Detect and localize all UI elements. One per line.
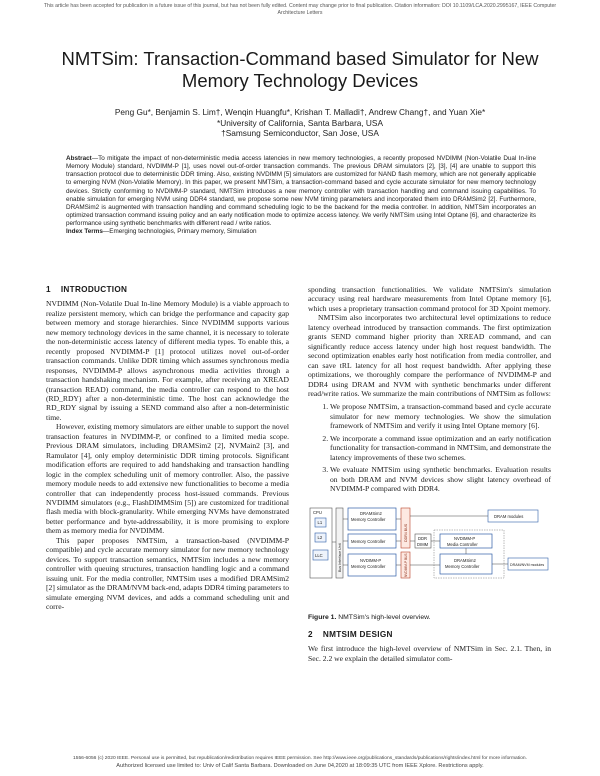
dram-modules-label: DRAM modules <box>494 513 524 519</box>
l2-label: L2 <box>317 534 323 540</box>
copyright-footer: 1556-6056 (c) 2020 IEEE. Personal use is permitted, but republication/redistribution requires IEEE permission. See http://www.ieee.org/publications_standards/publications/rights/index.html for more information. <box>73 756 527 761</box>
title-line2: Memory Technology Devices <box>181 70 419 91</box>
design-paragraph-1: We first introduce the high-level overview of NMTSim in Sec. 2.1. Then, in Sec. 2.2 we explain the detailed simulator com- <box>308 644 551 663</box>
author-names: Peng Gu*, Benjamin S. Lim†, Wenqin Huangfu*, Krishan T. Malladi†, Andrew Chang†, and Yuan Xie* <box>114 107 486 117</box>
intro-paragraph-2: However, existing memory simulators are either unable to support the novel transaction features in NVDIMM-P, or confined to a limited media scope. Previous DRAM simulators, including DRAMSim2 [2], NVMain2 [3], and Ramulator [4], only employ deterministic DDR timing protocols. Significant modification efforts are required to add handshaking and transaction handling logic in the complex scheduling unit of memory controller. Also, the passive memory module needs to add extensive new functionalities to become a media controller that can independently process host-issued commands. Previous NVDIMM simulators (e.g., FlashDIMMSim [5]) are customized for traditional flash media with block-granularity. While emerging NVMs have demonstrated better performance and byte-addressability, it is more promising to explore them as memory media for NVDIMM. <box>46 422 289 536</box>
intro-paragraph-1: NVDIMM (Non-Volatile Dual In-line Memory Module) is a viable approach to realize persistent memory, which can bridge the performance and capacity gap between memory and storage hierarchies. Since NVDIMM supports various new memory technology devices in the same channel, it is necessary to tolerate the non-deterministic access latency of different media types. To enable this, a recently proposed NVDIMM-P [1] protocol utilizes novel out-of-order transaction commands. Unlike DDR timing which assumes synchronous media responses, NVDIMM-P allows asynchronous media activities through a transaction handshaking mechanism. For example, after receiving an XREAD (transaction READ) command, the media controller can respond to the host (RD_RDY) after a non-deterministic time. The host can acknowledge the RD_RDY signal by issuing a SEND command also after a non-deterministic time. <box>46 299 289 422</box>
contribution-item: 1. We propose NMTSim, a transaction-command based and cycle accurate simulator for new memory technologies. We show the simulation framework of NMTSim and verify it using Intel Optane memory [6]. <box>330 402 551 430</box>
intro-paragraph-3: This paper proposes NMTSim, a transaction-based (NVDIMM-P compatible) and cycle accurate memory simulator for new memory technology devices. To support transaction semantics, NMTSim includes a new memory controller with queuing structures, transaction handling logic and a command issuing unit. For the media controller, NMTSim uses a modified DRAMSim2 [2] simulator as the DRAM/NVM back-end, adapts DDR4 timing parameters to simulate emerging NVM devices, and adds a command scheduling unit and corre- <box>46 535 289 611</box>
ddr4-bus-label: DDR4 BUS <box>404 523 408 542</box>
title-line1: NMTSim: Transaction-Command based Simulator for New <box>61 48 539 69</box>
figure-1-caption: Figure 1. NMTSim's high-level overview. <box>308 613 431 621</box>
llc-label: LLC <box>315 552 323 558</box>
intro-paragraph-5: NMTSim also incorporates two architectural level optimizations to reduce latency overhead introduced by transaction commands. The first optimization grants SEND command higher priority than XREAD command, and can significantly reduce access latency under high host request bandwidth. The second optimization enables early host notification from media controller, and can save tRL latency for all host request bandwidth. After applying these optimizations, we thoroughly compare the performance of NVDIMM-P and DDR4 using DRAM and NVM with synthetic benchmarks under different read/write ratios. We summarize the main contributions of NMTSim as follows: <box>308 313 551 398</box>
left-column <box>46 285 289 611</box>
contributions-list <box>308 402 551 493</box>
dramsim2-sub: Memory Controller <box>351 516 386 522</box>
abstract-label: Abstract <box>66 155 92 162</box>
section2-title: NMTSIM DESIGN <box>322 629 393 639</box>
section1-title: INTRODUCTION <box>60 285 128 294</box>
contribution-item: 2. We incorporate a command issue optimization and an early notification functionality for transaction-command in NMTSim, and demonstrate the latency improvements of these two schemes. <box>330 434 551 462</box>
right-column <box>308 285 551 663</box>
journal-banner-line2: Architecture Letters <box>277 10 323 16</box>
abstract-text: —To mitigate the impact of non-deterministic media access latencies in new memory technologies, a recently proposed NVDIMM (Non-Volatile Dual In-line Memory Module) standard, NVDIMM-P [1], uses novel out-of-order transaction commands. The previous DRAM simulators [2], [3], [4] are unable to support this transaction protocol due to deterministic DDR timing. Also, existing NVDIMM [5] simulators are customized for NAND flash memory, which are not generally applicable to emerging NVM (Non-Volatile Memory). In this paper, we present NMTSim, a transaction-command based and cycle accurate simulator for new memory technology devices. Strictly conforming to NVDIMM-P standard, NMTSim introduces a new memory controller with transaction handling and command issuing capabilities. To enable simulation for emerging NVM using DDR4 standard, we propose some new NVM timing parameters and incorporated them into DRAMSim2 [2]. Furthermore, DRAMSim2 is augmented with transaction handling and command scheduling logic to be the backend for the media controller. In addition, NMTSim incorporates an optimized transaction command issuing policy and an early notification mode to optimize access latency. We verify NMTSim using Intel Optane [6], and characterize its performance using synthetic benchmarks with different read / write ratios. <box>66 155 536 228</box>
affiliation-samsung: †Samsung Semiconductor, San Jose, USA <box>221 128 379 138</box>
section2-heading: 2 NMTSIM DESIGN <box>308 629 393 639</box>
media-controller-sub: Media Controller <box>447 541 478 547</box>
dimm-label: DIMM <box>417 541 429 547</box>
memory-controller-label: Memory Controller <box>351 538 386 544</box>
dramsim2-bottom-title: DRAMSim2 <box>454 557 476 563</box>
paper-title <box>0 48 600 92</box>
intro-paragraph-4: sponding transaction functionalities. We validate NMTSim's simulation accuracy using real hardware measurements from Intel Optane memory [6], which uses a proprietary transaction command protocol for 3D Xpoint memory. <box>308 285 551 313</box>
media-controller-title: NVDIMM-P <box>454 535 476 541</box>
ddr-label: DDR <box>418 535 428 541</box>
section1-heading: 1 INTRODUCTION <box>46 285 128 294</box>
index-terms-text: —Emerging technologies, Primary memory, Simulation <box>102 228 257 236</box>
l1-label: L1 <box>317 519 323 525</box>
journal-banner-line1: This article has been accepted for publication in a future issue of this journal, but has not been fully edited. Content may change prior to final publication. Citation information: DOI 10.1109/LCA.2020.2995167, IEEE Computer <box>43 3 557 9</box>
license-footer: Authorized licensed use limited to: Univ of Calif Santa Barbara. Downloaded on June 04,2020 at 18:09:35 UTC from IEEE Xplore. Restrictions apply. <box>116 763 484 769</box>
figure-1 <box>308 502 551 610</box>
dramsim2-bottom-sub: Memory Controller <box>445 563 480 569</box>
nvdimmp-bus-label: NVDIMM-P BUS <box>404 553 408 577</box>
affiliation-ucsb: *University of California, Santa Barbara, USA <box>216 117 383 128</box>
nvdimmp-mc-sub: Memory Controller <box>351 563 386 569</box>
index-terms-label: Index Terms <box>66 228 103 236</box>
abstract <box>66 155 536 237</box>
dram-nvm-modules-label: DRAM/NVM modules <box>510 562 545 567</box>
dramsim2-title: DRAMSim2 <box>360 510 382 516</box>
bus-interface-label: Bus Interface Unit <box>338 542 342 572</box>
author-block <box>0 107 600 139</box>
nvdimmp-mc-title: NVDIMM-P <box>360 557 382 563</box>
cpu-label: CPU <box>313 509 322 515</box>
contribution-item: 3. We evaluate NMTSim using synthetic benchmarks. Evaluation results on both DRAM and NVM devices show slight latency overhead of NVDIMM-P compared with DDR4. <box>330 465 551 493</box>
